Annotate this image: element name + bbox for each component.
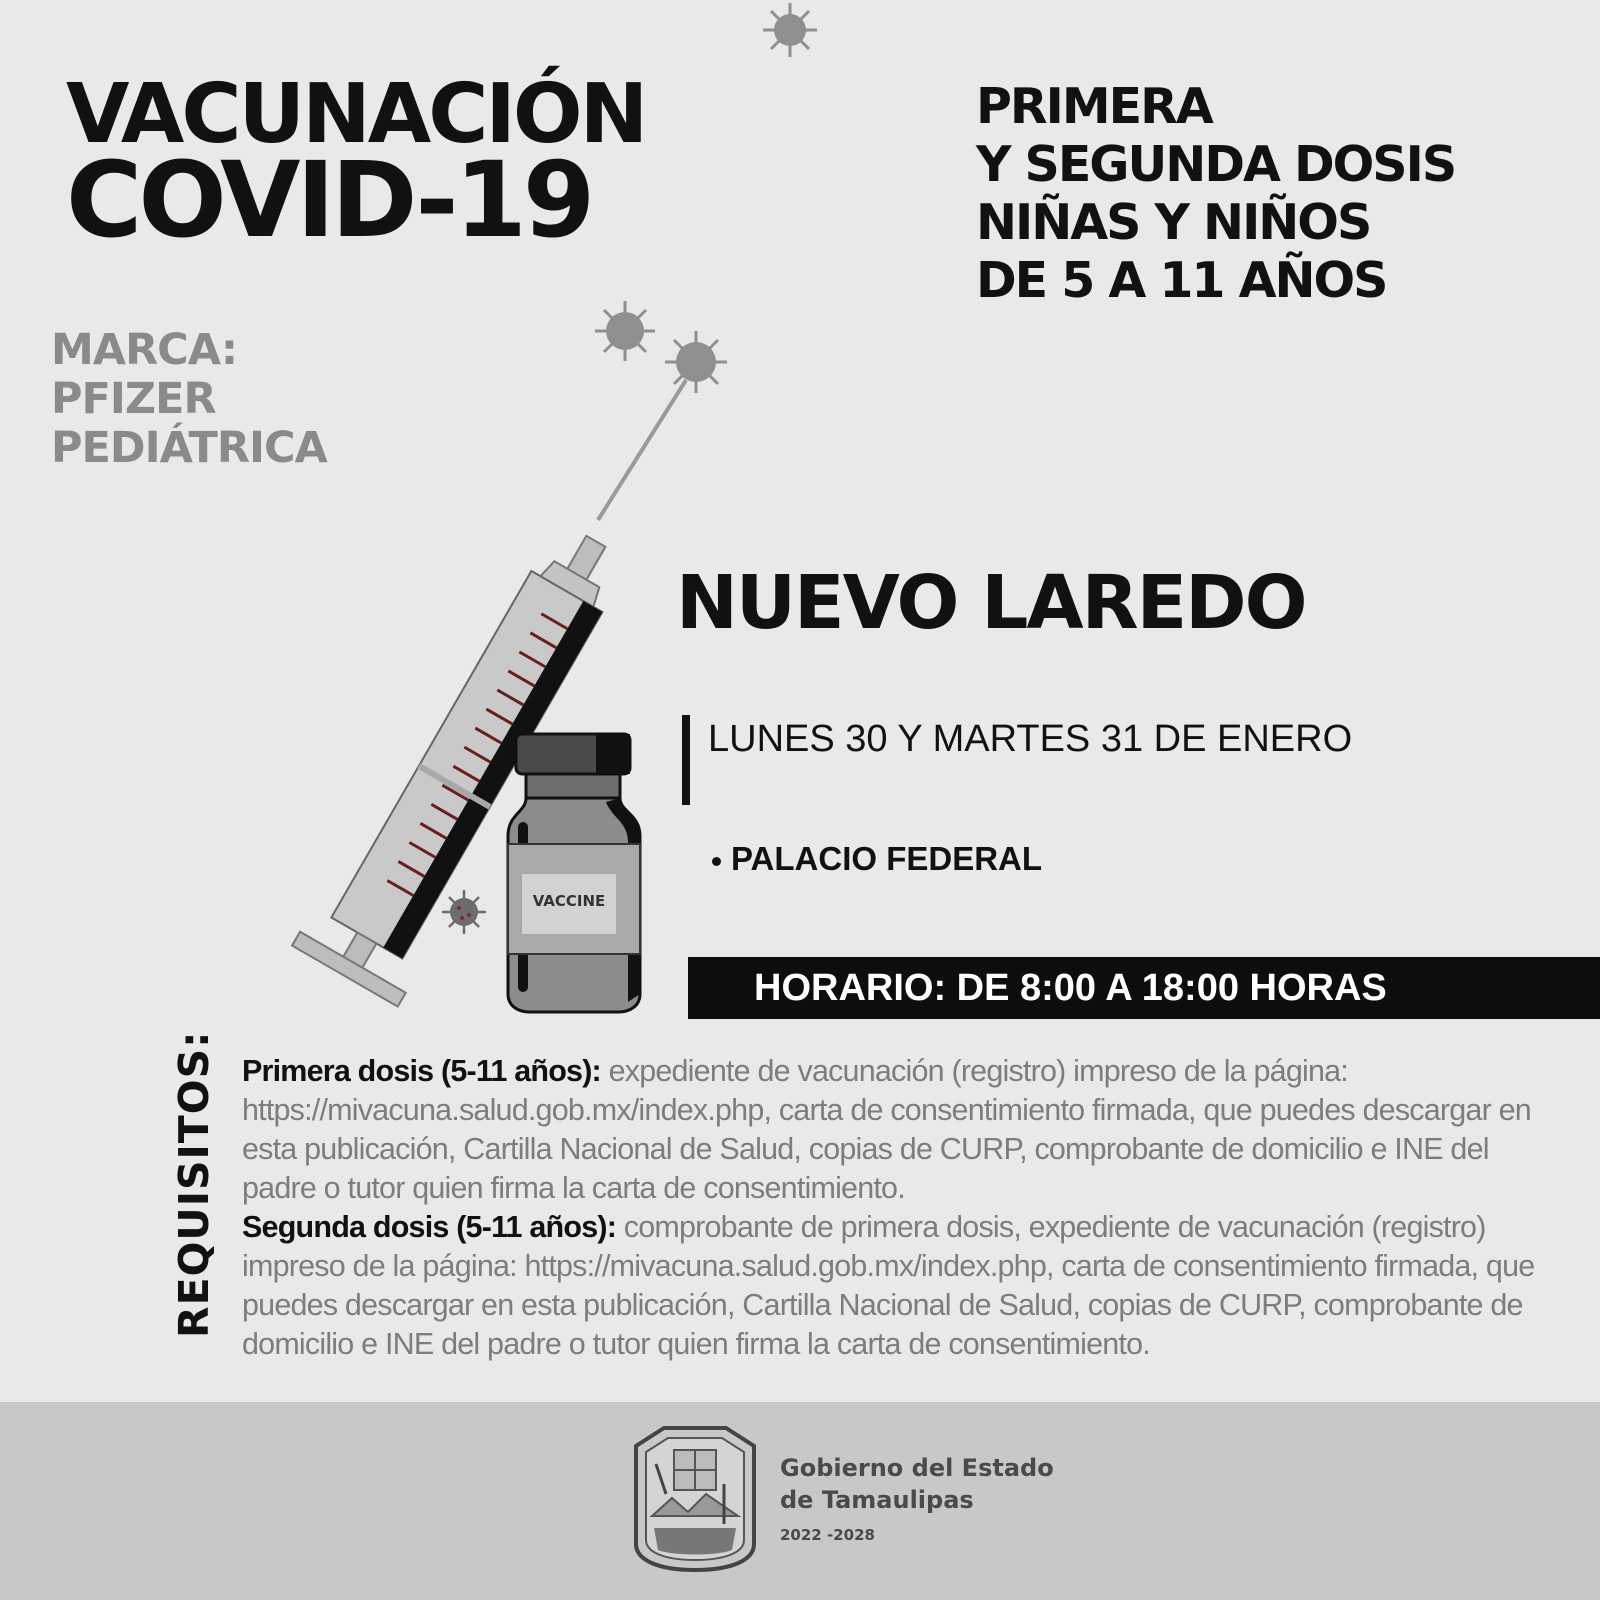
requirements-text bbox=[242, 1052, 1542, 1364]
date-accent-bar bbox=[682, 715, 690, 805]
coat-of-arms-icon bbox=[632, 1424, 758, 1572]
first-dose-text: expediente de vacunación (registro) impreso de la página: https://mivacuna.salud.gob.mx/index.php, carta de consentimiento firmada, que puedes descargar en esta publicación, Cartilla Nacional de Salud, copias de CURP, comprobante de domicilio e INE del padre o tutor quien firma la carta de consentimiento. bbox=[242, 1054, 1531, 1205]
government-name-line-2: de Tamaulipas bbox=[780, 1486, 974, 1514]
second-dose-requirements bbox=[242, 1208, 1542, 1364]
bullet-icon bbox=[712, 857, 721, 866]
brand-label: MARCA: bbox=[51, 325, 238, 375]
schedule-banner: HORARIO: DE 8:00 A 18:00 HORAS bbox=[688, 957, 1600, 1019]
venue-name: PALACIO FEDERAL bbox=[731, 840, 1043, 877]
event-dates: LUNES 30 Y MARTES 31 DE ENERO bbox=[708, 718, 1353, 760]
vial-label: VACCINE bbox=[532, 892, 606, 910]
brand-name-line: PEDIÁTRICA bbox=[51, 423, 327, 473]
administration-period: 2022 -2028 bbox=[780, 1526, 875, 1544]
second-dose-text: comprobante de primera dosis, expediente de vacunación (registro) impreso de la página: https://mivacuna.salud.gob.mx/index.php, carta de consentimiento firmada, que puedes descargar en esta publicación, Cartilla Nacional de Salud, copias de CURP, comprobante de domicilio e INE del padre o tutor quien firma la carta de consentimiento. bbox=[242, 1210, 1535, 1361]
first-dose-label: Primera dosis (5-11 años): bbox=[242, 1054, 601, 1088]
title-line-1: VACUNACIÓN bbox=[66, 67, 646, 162]
title-line-2: COVID-19 bbox=[66, 139, 592, 261]
venue-item bbox=[712, 840, 1042, 878]
main-title bbox=[66, 67, 646, 261]
second-dose-label: Segunda dosis (5-11 años): bbox=[242, 1210, 617, 1244]
dosis-line: DE 5 A 11 AÑOS bbox=[976, 252, 1387, 309]
vaccine-vial-icon bbox=[500, 732, 650, 1014]
dosis-line: PRIMERA bbox=[976, 78, 1212, 135]
government-name-line-1: Gobierno del Estado bbox=[780, 1454, 1054, 1482]
government-name bbox=[780, 1452, 1054, 1544]
brand-name-line: PFIZER bbox=[51, 374, 216, 424]
virus-icon bbox=[760, 0, 820, 60]
dosis-line: NIÑAS Y NIÑOS bbox=[976, 194, 1371, 251]
virus-icon bbox=[592, 298, 658, 364]
city-heading: NUEVO LAREDO bbox=[676, 560, 1306, 646]
dosis-line: Y SEGUNDA DOSIS bbox=[976, 136, 1456, 193]
first-dose-requirements bbox=[242, 1052, 1542, 1208]
requirements-label: REQUISITOS: bbox=[170, 1030, 218, 1338]
dosis-heading bbox=[976, 78, 1455, 310]
